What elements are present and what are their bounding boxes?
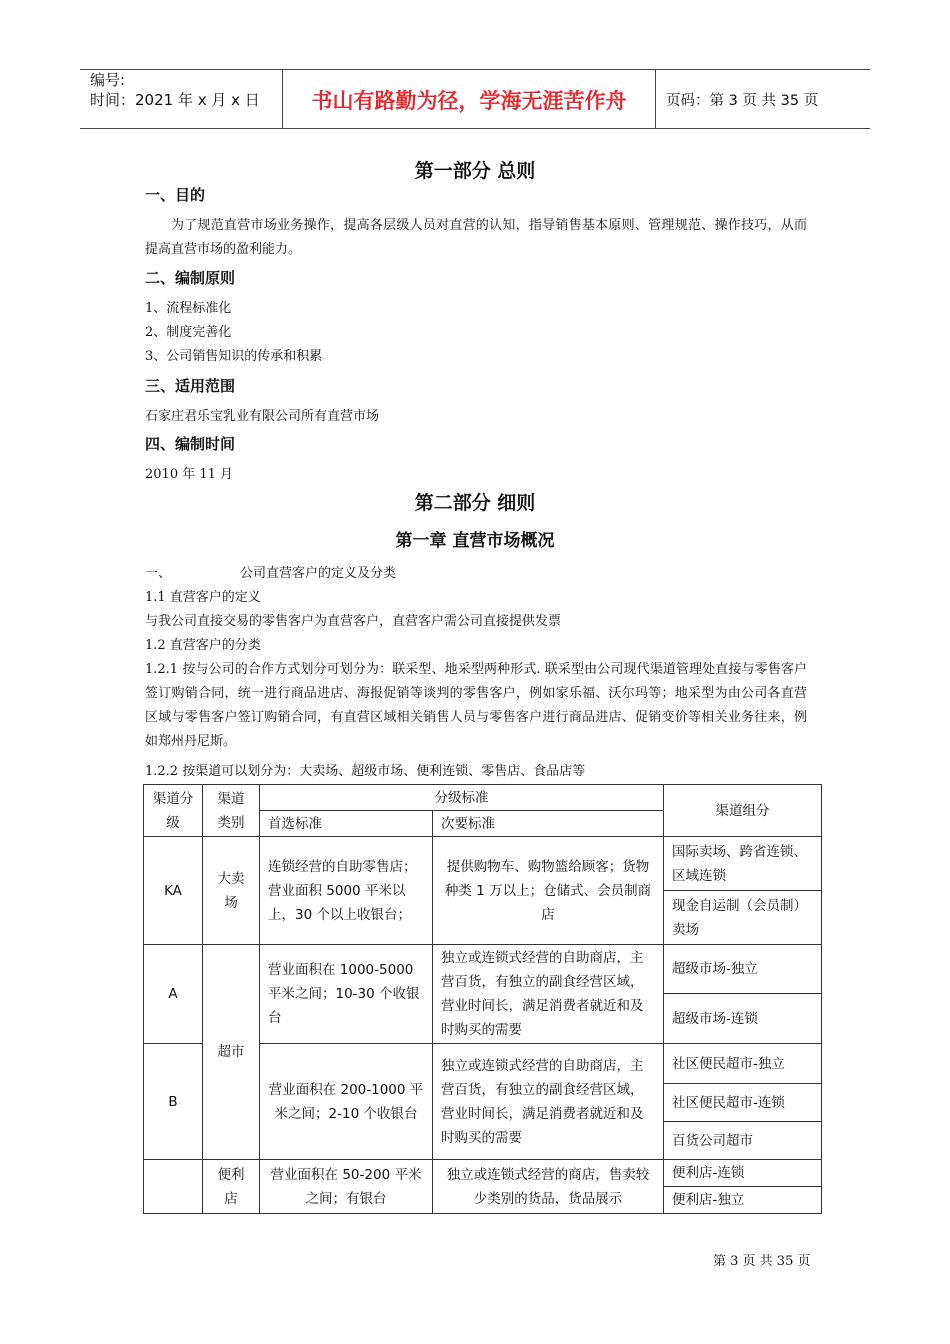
section-principles-title: 二、编制原则 bbox=[145, 269, 236, 287]
header-page-number: 页码：第 3 页 共 35 页 bbox=[666, 93, 819, 109]
ka-type: 大卖场 bbox=[203, 837, 260, 945]
header-channel-level: 渠道分级 bbox=[144, 785, 203, 837]
item1-text: 公司直营客户的定义及分类 bbox=[240, 566, 397, 581]
a-level: A bbox=[144, 945, 203, 1044]
section-purpose-text: 为了规范直营市场业务操作，提高各层级人员对直营的认知，指导销售基本原则、管理规范、操作技巧，从而提高直营市场的盈利能力。 bbox=[145, 218, 807, 257]
principle-item-3: 3、公司销售知识的传承和积累 bbox=[145, 349, 323, 364]
convenience-group-2: 便利店-独立 bbox=[664, 1187, 822, 1214]
convenience-type: 便利店 bbox=[203, 1160, 260, 1214]
channel-table bbox=[143, 784, 822, 1214]
header-channel-type: 渠道类别 bbox=[203, 785, 260, 837]
section-scope-text: 石家庄君乐宝乳业有限公司所有直营市场 bbox=[145, 409, 380, 424]
item1-number: 一、 bbox=[145, 566, 172, 581]
a-group-1: 超级市场-独立 bbox=[664, 945, 822, 994]
footer-page-number: 第 3 页 共 35 页 bbox=[713, 1254, 811, 1269]
header-grading-standard: 分级标准 bbox=[260, 785, 664, 811]
a-primary: 营业面积在 1000-5000 平米之间；10-30 个收银台 bbox=[260, 945, 433, 1044]
ka-primary: 连锁经营的自助零售店；营业面积 5000 平米以上，30 个以上收银台； bbox=[260, 837, 433, 945]
p1-1-text: 与我公司直接交易的零售客户为直营客户，直营客户需公司直接提供发票 bbox=[145, 614, 562, 629]
b-secondary: 独立或连锁式经营的自助商店，主营百货，有独立的副食经营区域，营业时间长，满足消费者就近和及时购买的需要 bbox=[433, 1044, 664, 1160]
supermarket-type: 超市 bbox=[203, 945, 260, 1160]
ka-group-1: 国际卖场、跨省连锁、区域连锁 bbox=[664, 837, 822, 891]
principle-item-2: 2、制度完善化 bbox=[145, 325, 232, 340]
header-bottom-rule bbox=[80, 128, 870, 129]
b-primary: 营业面积在 200-1000 平米之间；2-10 个收银台 bbox=[260, 1044, 433, 1160]
a-secondary: 独立或连锁式经营的自助商店，主营百货，有独立的副食经营区域，营业时间长，满足消费者就近和及时购买的需要 bbox=[433, 945, 664, 1044]
ka-level: KA bbox=[144, 837, 203, 945]
chapter1-title: 第一章 直营市场概况 bbox=[395, 531, 555, 551]
ka-group-2: 现金自运制（会员制）卖场 bbox=[664, 891, 822, 945]
p1-2-1-text: 1.2.1 按与公司的合作方式划分可划分为：联采型、地采型两种形式. 联采型由公司现代渠道管理处直接与零售客户签订购销合同，统一进行商品进店、海报促销等谈判的零售客户，例如家乐福、沃尔玛等；地采型为由公司各直营区域与零售客户签订购销合同，有直营区域相关销售人员与零售客户进行商品进店、促销变价等相关业务往来，例如郑州丹尼斯。 bbox=[145, 662, 807, 749]
header-divider-2 bbox=[655, 69, 656, 128]
part1-title: 第一部分 总则 bbox=[414, 160, 536, 182]
b-group-3: 百货公司超市 bbox=[664, 1122, 822, 1160]
ka-secondary: 提供购物车、购物篮给顾客；货物种类 1 万以上；仓储式、会员制商店 bbox=[433, 837, 664, 945]
section-purpose-title: 一、目的 bbox=[145, 186, 206, 204]
header-primary-standard: 首选标准 bbox=[260, 811, 433, 837]
section-date-text: 2010 年 11 月 bbox=[145, 467, 234, 482]
a-group-2: 超级市场-连锁 bbox=[664, 994, 822, 1044]
header-channel-group: 渠道组分 bbox=[664, 785, 822, 837]
b-group-2: 社区便民超市-连锁 bbox=[664, 1084, 822, 1122]
header-time: 时间：2021 年 x 月 x 日 bbox=[90, 91, 260, 109]
convenience-primary: 营业面积在 50-200 平米之间；有银台 bbox=[260, 1160, 433, 1214]
section-date-title: 四、编制时间 bbox=[145, 435, 236, 453]
header-motto: 书山有路勤为径，学海无涯苦作舟 bbox=[311, 89, 627, 113]
section-scope-title: 三、适用范围 bbox=[145, 377, 236, 395]
p1-2-2-text: 1.2.2 按渠道可以划分为：大卖场、超级市场、便利连锁、零售店、食品店等 bbox=[145, 764, 586, 779]
header-meta bbox=[90, 70, 260, 110]
convenience-group-1: 便利店-连锁 bbox=[664, 1160, 822, 1187]
p1-1-heading: 1.1 直营客户的定义 bbox=[145, 590, 261, 605]
convenience-secondary: 独立或连锁式经营的商店，售卖较少类别的货品，货品展示 bbox=[433, 1160, 664, 1214]
p1-2-heading: 1.2 直营客户的分类 bbox=[145, 638, 261, 653]
header-number: 编号: bbox=[90, 71, 126, 89]
principle-item-1: 1、流程标准化 bbox=[145, 301, 232, 316]
header-secondary-standard: 次要标准 bbox=[433, 811, 664, 837]
conv-level-empty bbox=[144, 1160, 203, 1214]
part2-title: 第二部分 细则 bbox=[414, 492, 536, 514]
b-level: B bbox=[144, 1044, 203, 1160]
b-group-1: 社区便民超市-独立 bbox=[664, 1044, 822, 1084]
